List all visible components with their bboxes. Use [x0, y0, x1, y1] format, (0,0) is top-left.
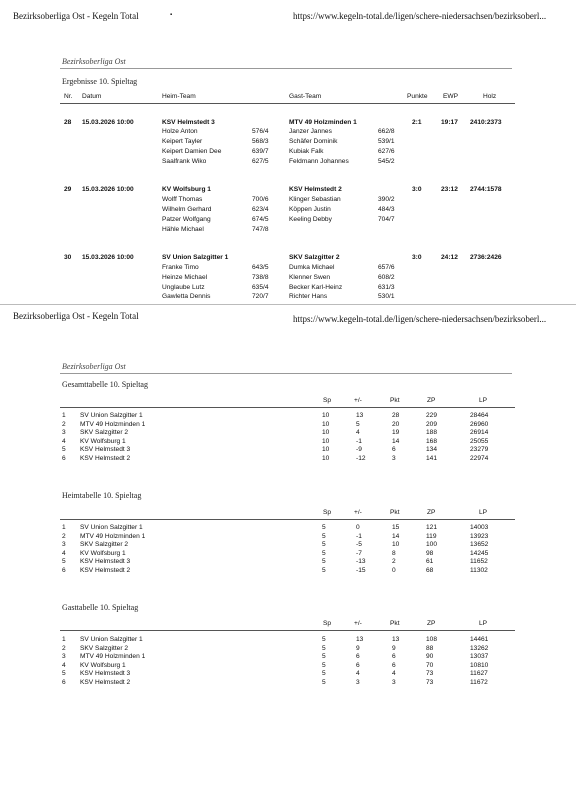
- rank: 6: [62, 566, 66, 574]
- games: 5: [322, 541, 326, 548]
- standings-home-table: [62, 524, 522, 575]
- match-date: 15.03.2026 10:00: [82, 186, 134, 193]
- match-away-team: KSV Helmstedt 2: [289, 186, 342, 193]
- points: 6: [392, 661, 396, 669]
- team-name: SKV Salzgitter 2: [80, 644, 129, 652]
- match-ewp: 24:12: [441, 254, 458, 261]
- diff: 4: [356, 670, 360, 677]
- lp: 14003: [470, 524, 489, 531]
- points: 8: [392, 549, 396, 557]
- away-player-score: 704/7: [378, 216, 395, 223]
- team-name: SV Union Salzgitter 1: [80, 524, 143, 531]
- lp: 28464: [470, 412, 489, 419]
- zp: 98: [426, 549, 434, 557]
- page2-header-title: Bezirksoberliga Ost - Kegeln Total: [13, 311, 139, 321]
- table-row: [62, 421, 522, 430]
- rank: 1: [62, 524, 66, 531]
- home-player-score: 700/6: [252, 196, 269, 203]
- games: 5: [322, 644, 326, 652]
- home-player-score: 576/4: [252, 128, 269, 135]
- col-ewp: EWP: [443, 93, 459, 100]
- zp: 100: [426, 541, 438, 548]
- diff: 3: [356, 678, 360, 686]
- games: 5: [322, 661, 326, 669]
- team-name: KSV Helmstedt 3: [80, 558, 131, 565]
- page2-header-url[interactable]: https://www.kegeln-total.de/ligen/schere-niedersachsen/bezirksoberl...: [293, 314, 547, 324]
- rank: 5: [62, 558, 66, 565]
- diff: 13: [356, 636, 364, 643]
- home-player-score: 568/3: [252, 138, 269, 145]
- zp: 168: [426, 437, 438, 445]
- away-player-name: Keeling Debby: [289, 216, 332, 223]
- table-row: [62, 524, 522, 533]
- rank: 3: [62, 429, 66, 436]
- lp: 11672: [470, 678, 488, 686]
- games: 10: [322, 437, 330, 445]
- diff: -7: [356, 549, 362, 557]
- col-sp: Sp: [323, 397, 332, 404]
- table-row: [62, 645, 522, 654]
- rank: 2: [62, 644, 66, 652]
- rank: 5: [62, 670, 66, 677]
- team-name: MTV 49 Holzminden 1: [80, 532, 146, 540]
- home-player-name: Wolff Thomas: [162, 196, 203, 203]
- table-row: [62, 541, 522, 550]
- home-player-name: Keipert Tayler: [162, 138, 203, 145]
- table-row: [62, 550, 522, 559]
- match-nr: 28: [64, 119, 72, 126]
- games: 5: [322, 670, 326, 677]
- diff: 0: [356, 524, 360, 531]
- zp: 88: [426, 644, 434, 652]
- lp: 26960: [470, 420, 489, 428]
- away-player-score: 545/2: [378, 158, 395, 165]
- games: 5: [322, 678, 326, 686]
- match-holz: 2744:1578: [470, 186, 502, 193]
- lp: 13037: [470, 653, 489, 660]
- zp: 68: [426, 566, 434, 574]
- table-row: [62, 558, 522, 567]
- team-name: KV Wolfsburg 1: [80, 549, 126, 557]
- standings-total-rule: [60, 407, 515, 408]
- results-section-title: Ergebnisse 10. Spieltag: [62, 77, 138, 86]
- points: 15: [392, 524, 400, 531]
- col-punkte: Punkte: [407, 93, 428, 100]
- col-lp: LP: [479, 620, 488, 627]
- games: 5: [322, 566, 326, 574]
- games: 10: [322, 454, 330, 462]
- zp: 70: [426, 661, 434, 669]
- home-player-name: Franke Timo: [162, 264, 199, 271]
- team-name: KSV Helmstedt 3: [80, 670, 131, 677]
- zp: 73: [426, 678, 434, 686]
- col-zp: ZP: [427, 620, 436, 627]
- match-points: 3:0: [412, 186, 422, 193]
- points: 14: [392, 437, 400, 445]
- away-player-name: Janzer Jannes: [289, 128, 332, 135]
- home-player-score: 720/7: [252, 293, 269, 300]
- team-name: KSV Helmstedt 3: [80, 446, 131, 453]
- away-player-name: Klenner Swen: [289, 274, 331, 281]
- games: 5: [322, 524, 326, 531]
- rank: 1: [62, 412, 66, 419]
- page2-league-name: Bezirksoberliga Ost: [62, 362, 126, 371]
- standings-away-table: [62, 636, 522, 687]
- points: 6: [392, 446, 396, 453]
- zp: 209: [426, 420, 438, 428]
- lp: 23279: [470, 446, 489, 453]
- away-player-name: Becker Karl-Heinz: [289, 284, 343, 291]
- diff: -9: [356, 446, 362, 453]
- points: 2: [392, 558, 396, 565]
- table-row: [62, 533, 522, 542]
- team-name: KV Wolfsburg 1: [80, 437, 126, 445]
- games: 5: [322, 636, 326, 643]
- away-player-name: Klinger Sebastian: [289, 196, 341, 203]
- page1-league-name: Bezirksoberliga Ost: [62, 57, 126, 66]
- table-row: [62, 662, 522, 671]
- col-pkt: Pkt: [390, 620, 400, 627]
- diff: -13: [356, 558, 366, 565]
- lp: 14461: [470, 636, 489, 643]
- away-player-score: 662/8: [378, 128, 395, 135]
- col-zp: ZP: [427, 509, 436, 516]
- away-player-name: Feldmann Johannes: [289, 158, 349, 165]
- team-name: KV Wolfsburg 1: [80, 661, 126, 669]
- standings-home-rule: [60, 519, 515, 520]
- match-home-team: KSV Helmstedt 3: [162, 119, 215, 126]
- page1-league-rule: [60, 68, 512, 69]
- away-player-score: 390/2: [378, 196, 395, 203]
- zp: 141: [426, 454, 438, 462]
- match-holz: 2410:2373: [470, 119, 502, 126]
- away-player-name: Kubiak Falk: [289, 148, 324, 155]
- diff: -5: [356, 541, 362, 548]
- table-row: [62, 429, 522, 438]
- lp: 11627: [470, 670, 488, 677]
- rank: 4: [62, 549, 66, 557]
- home-player-name: Heinze Michael: [162, 274, 208, 281]
- home-player-score: 643/5: [252, 264, 269, 271]
- results-header-rule: [60, 103, 515, 104]
- diff: 5: [356, 420, 360, 428]
- col-sp: Sp: [323, 620, 332, 627]
- standings-away-rule: [60, 630, 515, 631]
- points: 4: [392, 670, 396, 677]
- team-name: KSV Helmstedt 2: [80, 566, 131, 574]
- standings-total-table: [62, 412, 522, 463]
- games: 10: [322, 412, 330, 419]
- points: 10: [392, 541, 400, 548]
- away-player-score: 631/3: [378, 284, 395, 291]
- col-pkt: Pkt: [390, 397, 400, 404]
- games: 5: [322, 549, 326, 557]
- games: 5: [322, 653, 326, 660]
- rank: 6: [62, 678, 66, 686]
- home-player-name: Unglaube Lutz: [162, 284, 205, 291]
- match-home-team: SV Union Salzgitter 1: [162, 254, 229, 261]
- home-player-score: 627/5: [252, 158, 269, 165]
- lp: 26914: [470, 429, 489, 436]
- away-player-score: 608/2: [378, 274, 395, 281]
- col-nr: Nr.: [64, 93, 73, 100]
- col-sp: Sp: [323, 509, 332, 516]
- match-nr: 29: [64, 186, 72, 193]
- match-holz: 2736:2426: [470, 254, 502, 261]
- col-datum: Datum: [82, 93, 102, 100]
- col-plusminus: +/-: [354, 397, 362, 404]
- away-player-name: Köppen Justin: [289, 206, 331, 213]
- col-lp: LP: [479, 397, 488, 404]
- page2-league-rule: [60, 373, 512, 374]
- away-player-score: 657/6: [378, 264, 395, 271]
- diff: 13: [356, 412, 364, 419]
- diff: -1: [356, 532, 362, 540]
- zp: 73: [426, 670, 434, 677]
- zp: 61: [426, 558, 434, 565]
- rank: 3: [62, 541, 66, 548]
- games: 5: [322, 532, 326, 540]
- rank: 6: [62, 454, 66, 462]
- table-row: [62, 455, 522, 464]
- rank: 2: [62, 420, 66, 428]
- team-name: SKV Salzgitter 2: [80, 429, 129, 436]
- points: 3: [392, 678, 396, 686]
- points: 20: [392, 420, 400, 428]
- match-date: 15.03.2026 10:00: [82, 119, 134, 126]
- diff: -1: [356, 437, 362, 445]
- col-gast-team: Gast-Team: [289, 93, 322, 100]
- diff: -12: [356, 454, 366, 462]
- away-player-score: 627/6: [378, 148, 395, 155]
- col-plusminus: +/-: [354, 509, 362, 516]
- zp: 108: [426, 636, 438, 643]
- team-name: MTV 49 Holzminden 1: [80, 653, 146, 660]
- match-ewp: 19:17: [441, 119, 458, 126]
- away-player-name: Richter Hans: [289, 293, 328, 300]
- col-zp: ZP: [427, 397, 436, 404]
- zp: 188: [426, 429, 438, 436]
- standings-home-title: Heimtabelle 10. Spieltag: [62, 491, 142, 500]
- match-away-team: SKV Salzgitter 2: [289, 254, 340, 261]
- match-points: 3:0: [412, 254, 422, 261]
- home-player-score: 674/5: [252, 216, 269, 223]
- lp: 13923: [470, 532, 489, 540]
- home-player-name: Saalfrank Wiko: [162, 158, 207, 165]
- match-points: 2:1: [412, 119, 422, 126]
- points: 19: [392, 429, 400, 436]
- zp: 90: [426, 653, 434, 660]
- col-holz: Holz: [483, 93, 497, 100]
- points: 13: [392, 636, 400, 643]
- rank: 3: [62, 653, 66, 660]
- page-separator: [0, 304, 576, 305]
- points: 6: [392, 653, 396, 660]
- lp: 14245: [470, 549, 489, 557]
- away-player-name: Dumka Michael: [289, 264, 335, 271]
- away-player-name: Schäfer Dominik: [289, 138, 338, 145]
- col-heim-team: Heim-Team: [162, 93, 196, 100]
- standings-away-title: Gasttabelle 10. Spieltag: [62, 603, 139, 612]
- home-player-name: Keipert Damien Dee: [162, 148, 222, 155]
- diff: 9: [356, 644, 360, 652]
- lp: 25055: [470, 437, 489, 445]
- home-player-name: Patzer Wolfgang: [162, 216, 211, 223]
- games: 10: [322, 446, 330, 453]
- table-row: [62, 446, 522, 455]
- points: 14: [392, 532, 400, 540]
- zp: 121: [426, 524, 438, 531]
- match-date: 15.03.2026 10:00: [82, 254, 134, 261]
- match-nr: 30: [64, 254, 72, 261]
- lp: 22974: [470, 454, 489, 462]
- zp: 119: [426, 532, 437, 540]
- home-player-name: Gawletta Dennis: [162, 293, 211, 300]
- col-plusminus: +/-: [354, 620, 362, 627]
- team-name: SV Union Salzgitter 1: [80, 412, 143, 419]
- away-player-score: 539/1: [378, 138, 395, 145]
- page1-header-title: Bezirksoberliga Ost - Kegeln Total: [13, 11, 139, 21]
- table-row: [62, 636, 522, 645]
- away-player-score: 484/3: [378, 206, 395, 213]
- rank: 4: [62, 661, 66, 669]
- points: 9: [392, 644, 396, 652]
- team-name: KSV Helmstedt 2: [80, 678, 131, 686]
- lp: 10810: [470, 661, 489, 669]
- match-away-team: MTV 49 Holzminden 1: [289, 119, 357, 126]
- zp: 134: [426, 446, 438, 453]
- team-name: KSV Helmstedt 2: [80, 454, 131, 462]
- table-row: [62, 679, 522, 688]
- home-player-score: 639/7: [252, 148, 269, 155]
- page1-header-url[interactable]: https://www.kegeln-total.de/ligen/schere-niedersachsen/bezirksoberl...: [293, 11, 547, 21]
- col-pkt: Pkt: [390, 509, 400, 516]
- team-name: SKV Salzgitter 2: [80, 541, 129, 548]
- team-name: SV Union Salzgitter 1: [80, 636, 143, 643]
- col-lp: LP: [479, 509, 488, 516]
- lp: 13262: [470, 644, 489, 652]
- points: 0: [392, 566, 396, 574]
- rank: 1: [62, 636, 66, 643]
- points: 28: [392, 412, 400, 419]
- rank: 4: [62, 437, 66, 445]
- table-row: [62, 653, 522, 662]
- games: 10: [322, 429, 330, 436]
- zp: 229: [426, 412, 438, 419]
- lp: 11302: [470, 566, 488, 574]
- table-row: [62, 412, 522, 421]
- lp: 11652: [470, 558, 488, 565]
- home-player-score: 747/8: [252, 226, 269, 233]
- table-row: [62, 670, 522, 679]
- home-player-name: Wilhelm Gerhard: [162, 206, 212, 213]
- table-row: [62, 438, 522, 447]
- rank: 5: [62, 446, 66, 453]
- diff: 6: [356, 661, 360, 669]
- home-player-score: 623/4: [252, 206, 269, 213]
- table-row: [62, 567, 522, 576]
- diff: -15: [356, 566, 366, 574]
- home-player-score: 738/8: [252, 274, 269, 281]
- page1-header-mark: ▪: [170, 12, 173, 18]
- rank: 2: [62, 532, 66, 540]
- games: 10: [322, 420, 330, 428]
- match-home-team: KV Wolfsburg 1: [162, 186, 211, 193]
- games: 5: [322, 558, 326, 565]
- standings-total-title: Gesamttabelle 10. Spieltag: [62, 380, 148, 389]
- away-player-score: 530/1: [378, 293, 395, 300]
- match-ewp: 23:12: [441, 186, 458, 193]
- home-player-name: Hähle Michael: [162, 226, 204, 233]
- home-player-name: Holze Anton: [162, 128, 198, 135]
- home-player-score: 635/4: [252, 284, 269, 291]
- lp: 13652: [470, 541, 489, 548]
- diff: 6: [356, 653, 360, 660]
- diff: 4: [356, 429, 360, 436]
- team-name: MTV 49 Holzminden 1: [80, 420, 146, 428]
- points: 3: [392, 454, 396, 462]
